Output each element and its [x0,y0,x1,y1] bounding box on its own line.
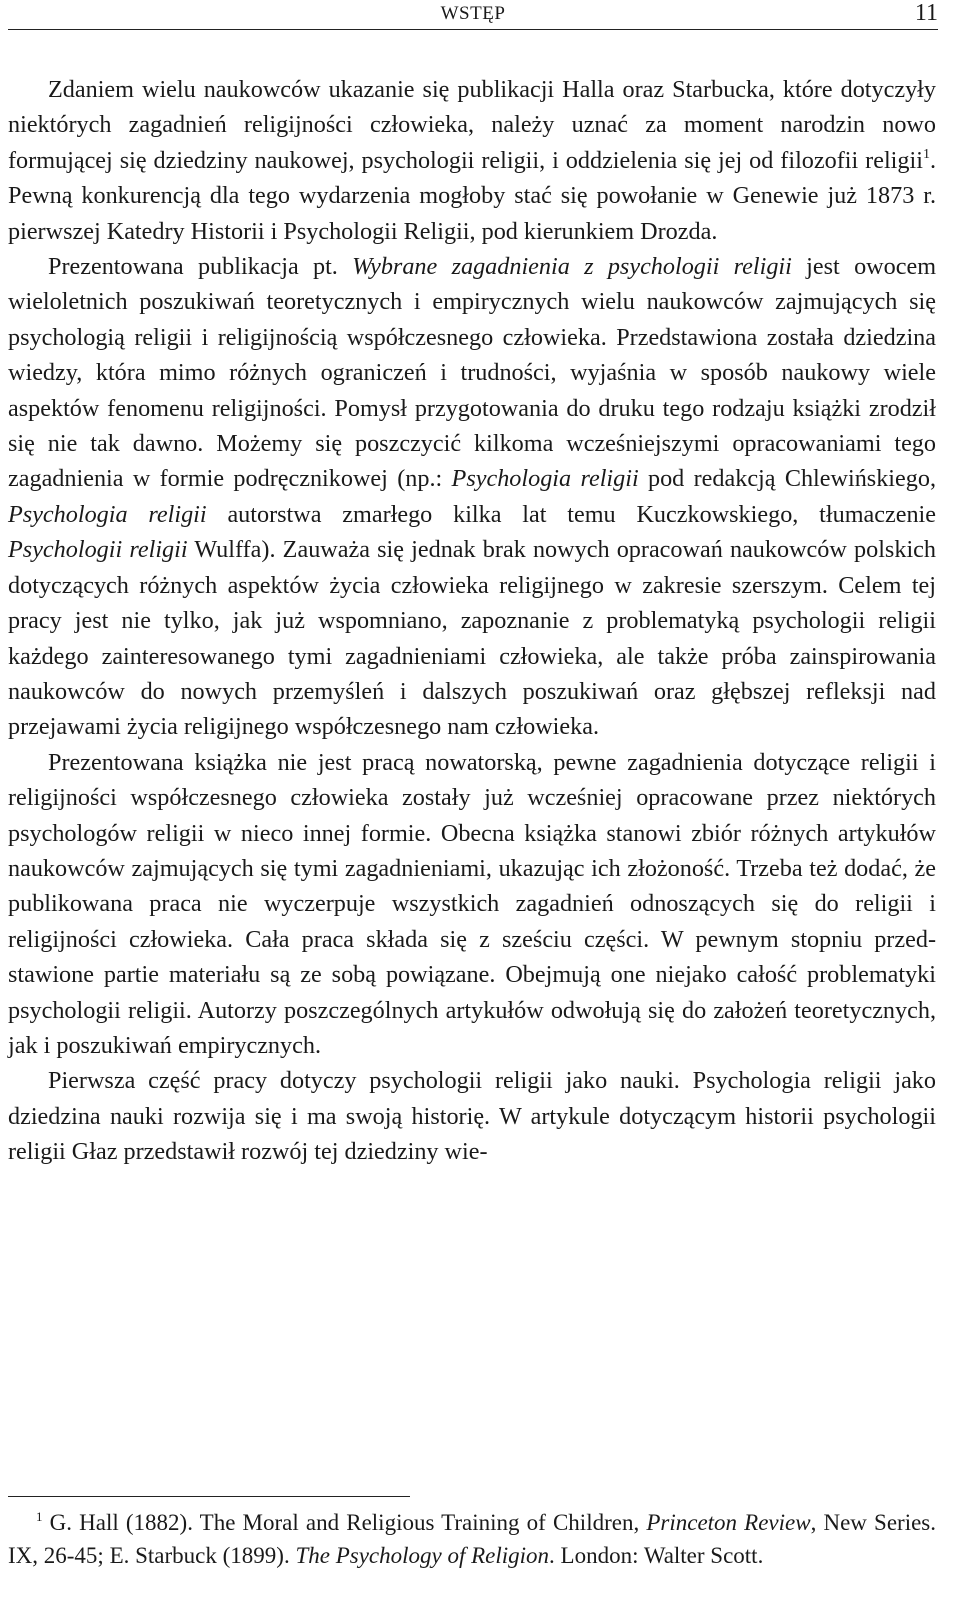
italic-title: Wybrane zagadnienia z psychologii religii [352,253,792,281]
running-header [8,0,938,30]
text-run: G. Hall (1882). The Moral and Religious Training of Children, [42,1510,647,1535]
footnote-marker: 1 [36,1509,43,1524]
paragraph [8,72,936,249]
paragraph [8,1063,936,1169]
italic-title: The Psychology of Religion [295,1543,550,1568]
text-run: autorstwa zmarłego kilka lat temu Kuczkowskiego, tłumaczenie [206,500,936,528]
italic-title: Psychologia religii [8,500,207,528]
paragraph [8,249,936,745]
text-run: Prezentowana książka nie jest pracą nowatorską, pewne zagadnienia dotyczące religii i religijności współczesnego człowieka zostały już wcześniej opracowane przez niektórych psychologów religii w nieco innej formie. Obecna książka stanowi zbiór różnych artykułów naukowców zajmujących się tymi zagadnieniami, ukazując ich złożoność. Trzeba też dodać, że publikowana praca nie wyczerpuje wszystkich zagadnień odnoszących się do religii i religijności człowieka. Cała praca składa się z sześciu części. W pewnym stopniu przedstawione partie materiału są ze sobą powiązane. Obejmują one niejako całość problematyki psychologii religii. Autorzy poszczególnych artykułów odwołują się do założeń teoretycznych, jak i poszukiwań empirycznych. [8,748,936,1059]
text-run: Wulffa). Zauważa się jednak brak nowych opracowań naukowców polskich dotyczących różnych aspektów życia człowieka religijnego w zakresie szerszym. Celem tej pracy jest nie tylko, jak już wspomniano, zapoznanie z problematyką psychologii religii każdego zainteresowanego tymi zagadnieniami człowieka, ale także próba zainspirowania naukowców do nowych przemyśleń i dalszych poszukiwań oraz głębszej refleksji nad przejawami życia religijnego współczesnego nam człowieka. [8,536,936,741]
text-run: . Pewną konkurencją dla tego wydarzenia mogłoby stać się powołanie w Genewie już 1873 r. pierwszej Katedry Historii i Psychologii Religii, pod kierunkiem Drozda. [8,146,936,245]
footnote [8,1506,936,1572]
footnote-reference: 1 [922,146,930,162]
italic-title: Princeton Review [646,1510,811,1535]
text-run: . London: Walter Scott. [549,1543,764,1568]
page-number: 11 [914,0,938,26]
running-title: WSTĘP [440,3,506,24]
text-run: Zdaniem wielu naukowców ukazanie się publikacji Halla oraz Starbucka, które dotyczyły niektórych zagadnień religijności człowieka, należy uznać za moment narodzin nowo formującej się dziedziny naukowej, psychologii religii, i oddzielenia się jej od filozofii religii [8,76,936,174]
main-text [8,72,936,1170]
text-run: Prezentowana publikacja pt. [48,253,353,281]
italic-title: Psychologii religii [8,536,188,564]
text-run: Pierwsza część pracy dotyczy psychologii religii jako nauki. Psychologia religii jako dziedzina nauki rozwija się i ma swoją historię. W artykule dotyczącym historii psychologii religii Głaz przedstawił rozwój tej dziedziny wie- [8,1067,936,1166]
text-run: jest owocem wieloletnich poszukiwań teoretycznych i empirycznych wielu naukowców zajmujących się psychologią religii i religijnością współczesnego człowieka. Przedstawiona została dziedzina wiedzy, która mimo różnych ograniczeń i trudności, wyjaśnia w sposób naukowy wiele aspektów fenomenu religijności. Pomysł przygotowania do druku tego rodzaju książki zrodził się nie tak dawno. Możemy się poszczycić kilkoma wcześniejszymi opracowaniami tego zagadnienia w formie podręcznikowej (np.: [8,253,937,493]
paragraph [8,745,936,1064]
italic-title: Psychologia religii [451,465,639,493]
text-run: pod redakcją Chlewińskiego, [638,465,936,493]
footnote-separator [8,1496,410,1497]
text-run: , New Series. IX, 26-45; E. Starbuck (1899). [8,1510,937,1568]
